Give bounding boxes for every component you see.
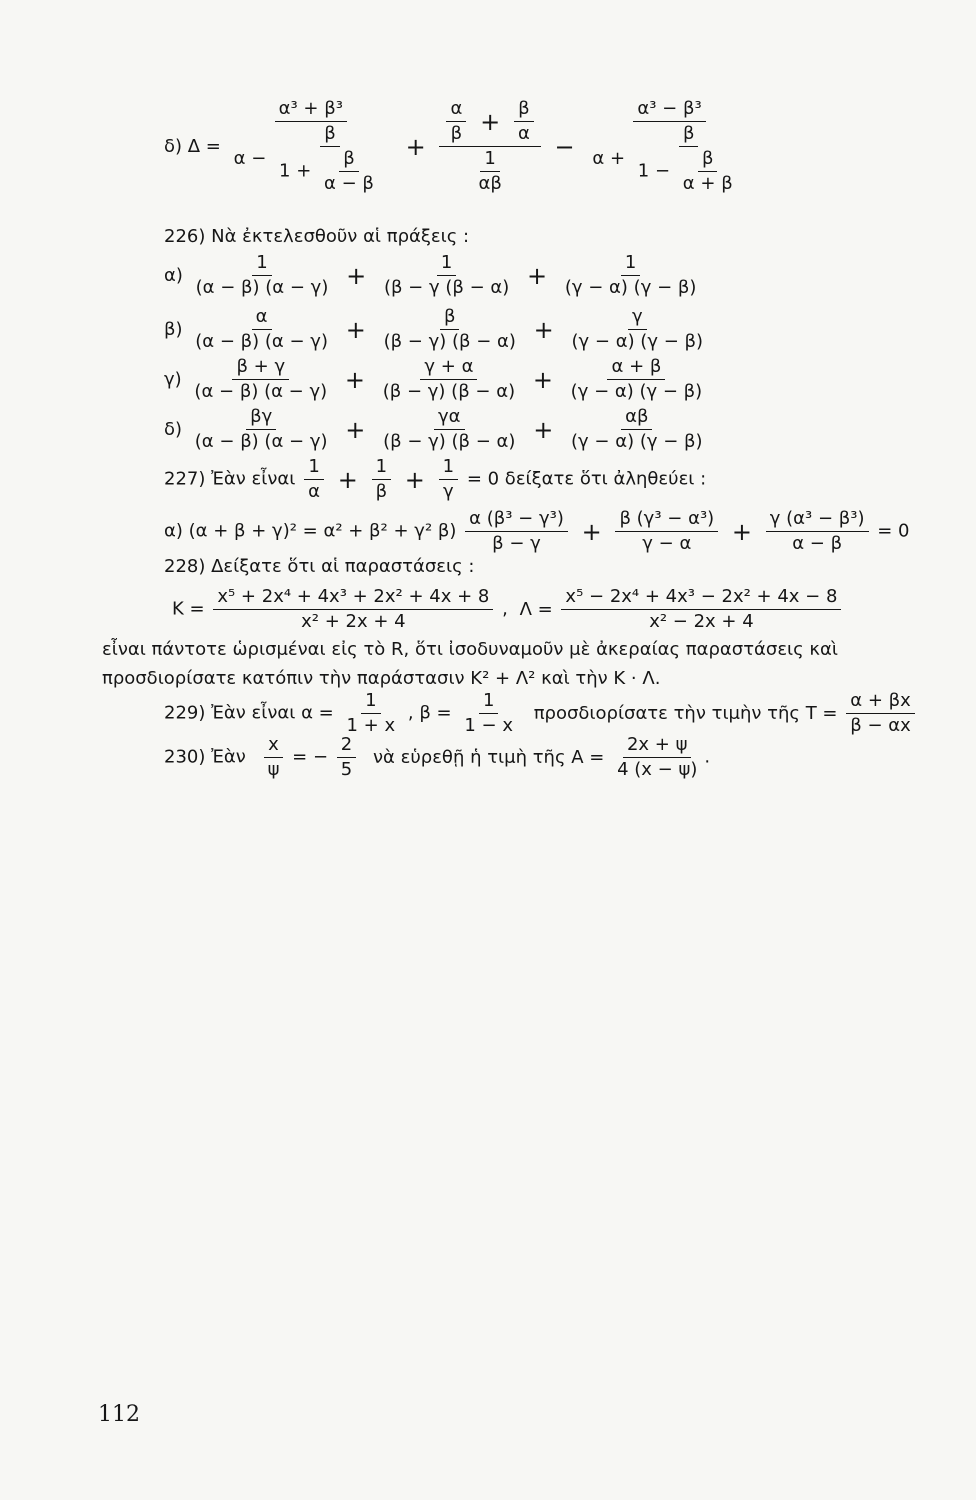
delta-fraction-2 [439, 98, 540, 195]
fraction-numerator: 1 [621, 252, 640, 276]
statement-lead: 230) Ἐὰν [164, 746, 246, 768]
problem-227-parts [164, 508, 910, 555]
term-fraction [567, 356, 707, 403]
fraction-numerator: 1 [361, 690, 380, 714]
denominator-lead: α − [233, 148, 267, 169]
term-fraction [380, 252, 513, 299]
minus-sign: − [554, 132, 575, 161]
term-fraction [304, 456, 324, 503]
term-fraction [567, 406, 707, 453]
fraction-numerator: α³ − β³ [633, 98, 705, 122]
fraction-denominator [467, 147, 512, 195]
fraction-numerator: γ (α³ − β³) [766, 508, 869, 532]
problem-226-item-c [164, 356, 709, 403]
fraction-denominator: (β − γ) (β − α) [382, 381, 516, 402]
term-fraction [568, 306, 708, 353]
comma: , [502, 598, 508, 620]
inner-fraction [474, 148, 505, 195]
fraction-denominator: (γ − α) (γ − β) [570, 381, 703, 402]
fraction-numerator [439, 98, 540, 147]
problem-226-item-b [164, 306, 710, 353]
fraction-denominator: γ − α [642, 533, 692, 554]
fraction-numerator: α [252, 306, 272, 330]
part-b-label: β) [437, 520, 457, 542]
equals-minus: = − [292, 746, 329, 768]
fraction-numerator: β [320, 123, 340, 147]
nested-fraction [634, 123, 744, 195]
term-fraction [372, 456, 392, 503]
lambda-fraction [561, 586, 841, 633]
page-number: 112 [98, 1402, 140, 1427]
term-fraction [465, 508, 568, 555]
plus-sign: + [337, 465, 358, 494]
fraction-denominator: (γ − α) (γ − β) [571, 331, 704, 352]
a-fraction [613, 734, 701, 781]
fraction-denominator: α [308, 481, 320, 502]
fraction-denominator: 1 − x [464, 715, 513, 736]
fraction-denominator: (γ − α) (γ − β) [564, 277, 697, 298]
fraction-numerator: βγ [246, 406, 276, 430]
fraction-numerator: x [264, 734, 283, 758]
fraction-numerator: 1 [479, 690, 498, 714]
problem-229 [164, 690, 918, 737]
fraction-numerator: 1 [304, 456, 323, 480]
plus-sign: + [404, 465, 425, 494]
fraction-denominator: β − γ [492, 533, 541, 554]
fraction-numerator: 1 [439, 456, 458, 480]
ratio-fraction [337, 734, 356, 781]
fraction-numerator: 1 [437, 252, 456, 276]
plus-sign: + [533, 415, 554, 444]
term-fraction [380, 306, 520, 353]
problem-228-heading: 228) Δείξατε ὅτι αἱ παραστάσεις : [164, 556, 475, 577]
fraction-denominator [634, 147, 744, 195]
plus-sign: + [405, 132, 426, 161]
statement-tail: = 0 δείξατε ὅτι ἀληθεύει : [466, 468, 707, 490]
fraction-numerator: 1 [372, 456, 391, 480]
term-fraction [379, 356, 519, 403]
problem-228-paragraph: εἶναι πάντοτε ὡρισμέναι εἰς τὸ R, ὅτι ἰσοδυναμοῦν μὲ ἀκεραίας παραστάσεις καὶ προσδιορίσατε κατόπιν τὴν παράστασιν K² + Λ² καὶ τὴν K · Λ. [102, 639, 838, 689]
fraction-denominator [230, 122, 392, 195]
item-label: α) [164, 264, 183, 286]
term-fraction [439, 456, 458, 503]
plus-sign: + [731, 517, 753, 546]
fraction-numerator: x⁵ − 2x⁴ + 4x³ − 2x² + 4x − 8 [561, 586, 841, 610]
fraction-denominator: x² − 2x + 4 [649, 611, 754, 632]
plus-sign: + [345, 415, 366, 444]
fraction-numerator: α + βx [846, 690, 915, 714]
k-fraction [213, 586, 493, 633]
fraction-denominator: (α − β) (α − γ) [195, 277, 329, 298]
fraction-denominator [588, 122, 750, 195]
plus-sign: + [533, 315, 554, 344]
fraction-denominator: γ [443, 481, 454, 502]
beta-equals: , β = [407, 702, 452, 724]
fraction-numerator: γ [628, 306, 647, 330]
fraction-numerator: 1 [252, 252, 271, 276]
nested-fraction [275, 123, 385, 195]
fraction-numerator: β [698, 148, 718, 172]
fraction-denominator: α [517, 123, 530, 144]
inner-fraction [514, 98, 534, 145]
problem-228-expressions [172, 586, 844, 633]
fraction-numerator: β [514, 98, 534, 122]
alpha-fraction [343, 690, 400, 737]
fraction-numerator: α (β³ − γ³) [465, 508, 568, 532]
plus-sign: + [527, 261, 548, 290]
fraction-numerator: αβ [621, 406, 652, 430]
inner-fraction [446, 98, 466, 145]
fraction-numerator: β + γ [232, 356, 289, 380]
term-fraction [192, 252, 333, 299]
plus-sign: + [532, 365, 553, 394]
fraction-numerator: α + β [607, 356, 665, 380]
delta-fraction-3 [588, 98, 750, 195]
fraction-numerator: 2 [337, 734, 356, 758]
fraction-numerator: 1 [480, 148, 499, 172]
statement-lead: 227) Ἐὰν εἶναι [164, 468, 296, 490]
problem-226-heading: 226) Νὰ ἐκτελεσθοῦν αἱ πράξεις : [164, 226, 470, 247]
fraction-numerator: γ + α [420, 356, 477, 380]
item-label: δ) [164, 418, 183, 440]
fraction-denominator: (β − γ (β − α) [383, 277, 510, 298]
fraction-numerator: β [339, 148, 359, 172]
lambda-label: Λ = [519, 598, 553, 620]
nested-fraction [320, 148, 378, 195]
x-psi-fraction [264, 734, 284, 781]
fraction-denominator: 1 + x [346, 715, 396, 736]
statement-lead: 229) Ἐὰν εἶναι α = [164, 702, 334, 724]
fraction-denominator: 5 [340, 759, 353, 780]
problem-227-statement [164, 456, 706, 503]
k-label: K = [172, 598, 205, 620]
nested-fraction [679, 148, 737, 195]
problem-226-item-a [164, 252, 703, 299]
fraction-denominator: (α − β) (α − γ) [194, 431, 328, 452]
fraction-numerator: x⁵ + 2x⁴ + 4x³ + 2x² + 4x + 8 [213, 586, 493, 610]
fraction-numerator: α [446, 98, 466, 122]
fraction-denominator: ψ [267, 759, 280, 780]
term-fraction [766, 508, 869, 555]
term-fraction [561, 252, 701, 299]
fraction-denominator: (β − γ) (β − α) [383, 331, 516, 352]
plus-sign: + [480, 107, 501, 136]
beta-fraction [460, 690, 517, 737]
fraction-denominator: (α − β) (α − γ) [194, 381, 328, 402]
period: . [704, 746, 711, 768]
part-a-identity: α) (α + β + γ)² = α² + β² + γ² [164, 520, 433, 542]
fraction-denominator: (α − β) (α − γ) [195, 331, 328, 352]
item-label: β) [164, 318, 183, 340]
fraction-numerator: β (γ³ − α³) [615, 508, 718, 532]
fraction-numerator: α³ + β³ [275, 98, 347, 122]
fraction-denominator: αβ [478, 173, 502, 194]
statement-text: νὰ εὑρεθῇ ἡ τιμὴ τῆς A = [372, 746, 605, 768]
term-fraction [191, 406, 332, 453]
fraction-denominator: β [450, 123, 463, 144]
fraction-numerator: β [440, 306, 460, 330]
statement-text: προσδιορίσατε τὴν τιμὴν τῆς T = [533, 702, 838, 724]
term-fraction [191, 306, 332, 353]
plus-sign: + [344, 365, 365, 394]
fraction-denominator: β [375, 481, 388, 502]
equals-zero: = 0 [877, 520, 910, 542]
term-fraction [190, 356, 331, 403]
denominator-lead: 1 + [279, 160, 312, 182]
plus-sign: + [346, 261, 367, 290]
fraction-denominator: α + β [682, 173, 733, 194]
fraction-denominator: (β − γ) (β − α) [383, 431, 516, 452]
fraction-denominator: 4 (x − ψ) [617, 759, 698, 780]
fraction-numerator: 2x + ψ [623, 734, 692, 758]
fraction-denominator: β − αx [850, 715, 911, 736]
problem-230 [164, 734, 710, 781]
term-fraction [615, 508, 718, 555]
fraction-denominator: (γ − α) (γ − β) [571, 431, 703, 452]
delta-fraction-1 [230, 98, 392, 195]
t-fraction [846, 690, 915, 737]
fraction-numerator: γα [434, 406, 465, 430]
problem-226-item-d [164, 406, 710, 453]
fraction-numerator: β [679, 123, 699, 147]
term-fraction [379, 406, 519, 453]
fraction-denominator: x² + 2x + 4 [301, 611, 406, 632]
plus-sign: + [345, 315, 366, 344]
delta-label: δ) Δ = [164, 135, 221, 157]
plus-sign: + [581, 517, 602, 546]
denominator-lead: α + [592, 148, 626, 169]
fraction-denominator [275, 147, 385, 195]
fraction-denominator: α − β [792, 533, 843, 554]
denominator-lead: 1 − [637, 160, 671, 182]
problem-225-delta [164, 98, 754, 195]
item-label: γ) [164, 368, 182, 390]
fraction-denominator: α − β [324, 173, 374, 194]
